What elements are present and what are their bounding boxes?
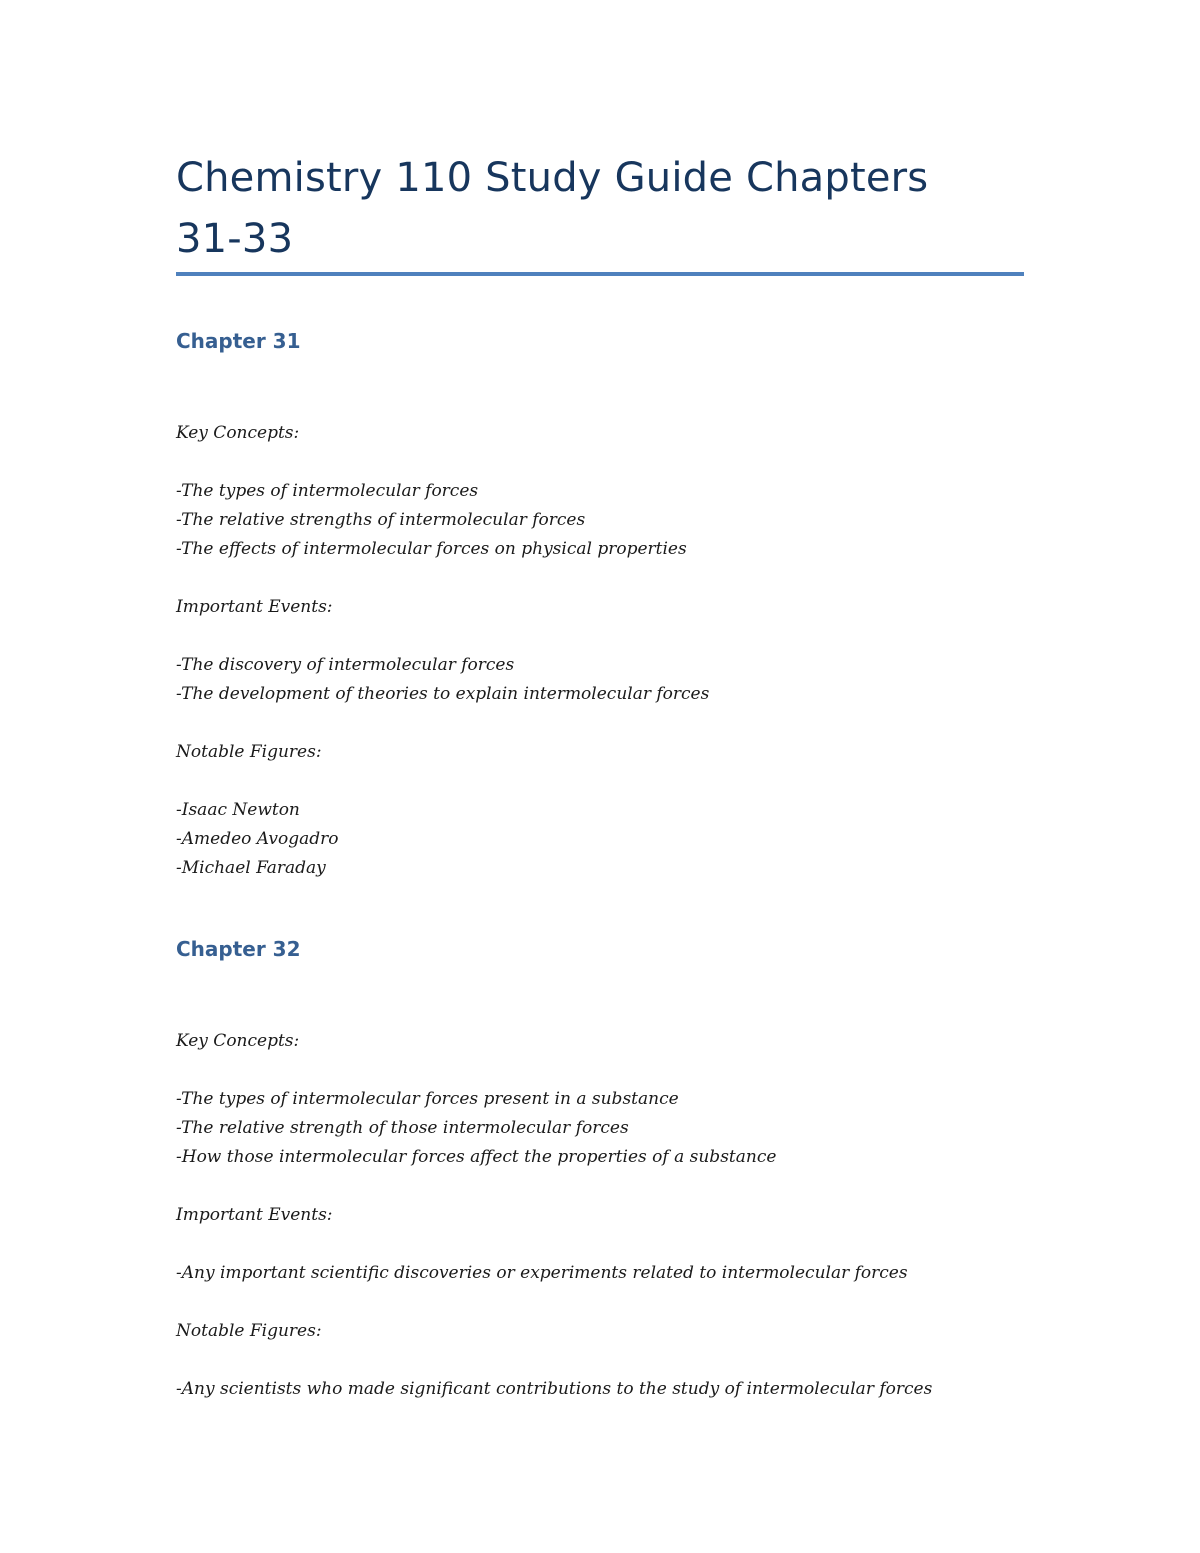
chapter-32-key-concept-item: -How those intermolecular forces affect the properties of a substance — [176, 1147, 777, 1167]
chapter-31-notable-figure-item: -Isaac Newton — [176, 800, 300, 820]
title-underline-rule — [176, 272, 1024, 276]
chapter-32-key-concept-item: -The types of intermolecular forces present in a substance — [176, 1089, 679, 1109]
document-title — [176, 148, 1024, 270]
chapter-31-important-events-label: Important Events: — [176, 597, 333, 617]
chapter-31-notable-figure-item: -Michael Faraday — [176, 858, 326, 878]
chapter-31-heading: Chapter 31 — [176, 329, 301, 353]
chapter-32-key-concepts-label: Key Concepts: — [176, 1031, 300, 1051]
chapter-31-key-concept-item: -The effects of intermolecular forces on physical properties — [176, 539, 687, 559]
chapter-31-notable-figures-label: Notable Figures: — [176, 742, 322, 762]
chapter-31-notable-figure-item: -Amedeo Avogadro — [176, 829, 339, 849]
chapter-32-notable-figures-label: Notable Figures: — [176, 1321, 322, 1341]
document-title-line-2: 31-33 — [176, 216, 294, 262]
chapter-32-heading: Chapter 32 — [176, 937, 301, 961]
chapter-32-important-events-label: Important Events: — [176, 1205, 333, 1225]
chapter-31-key-concepts-label: Key Concepts: — [176, 423, 300, 443]
chapter-31-key-concept-item: -The types of intermolecular forces — [176, 481, 479, 501]
chapter-32-key-concept-item: -The relative strength of those intermolecular forces — [176, 1118, 629, 1138]
chapter-31-important-event-item: -The discovery of intermolecular forces — [176, 655, 515, 675]
chapter-31-important-event-item: -The development of theories to explain intermolecular forces — [176, 684, 710, 704]
chapter-32-notable-figure-item: -Any scientists who made significant contributions to the study of intermolecular forces — [176, 1379, 933, 1399]
document-title-line-1: Chemistry 110 Study Guide Chapters — [176, 155, 929, 201]
chapter-32-important-event-item: -Any important scientific discoveries or experiments related to intermolecular forces — [176, 1263, 908, 1283]
chapter-31-key-concept-item: -The relative strengths of intermolecular forces — [176, 510, 586, 530]
